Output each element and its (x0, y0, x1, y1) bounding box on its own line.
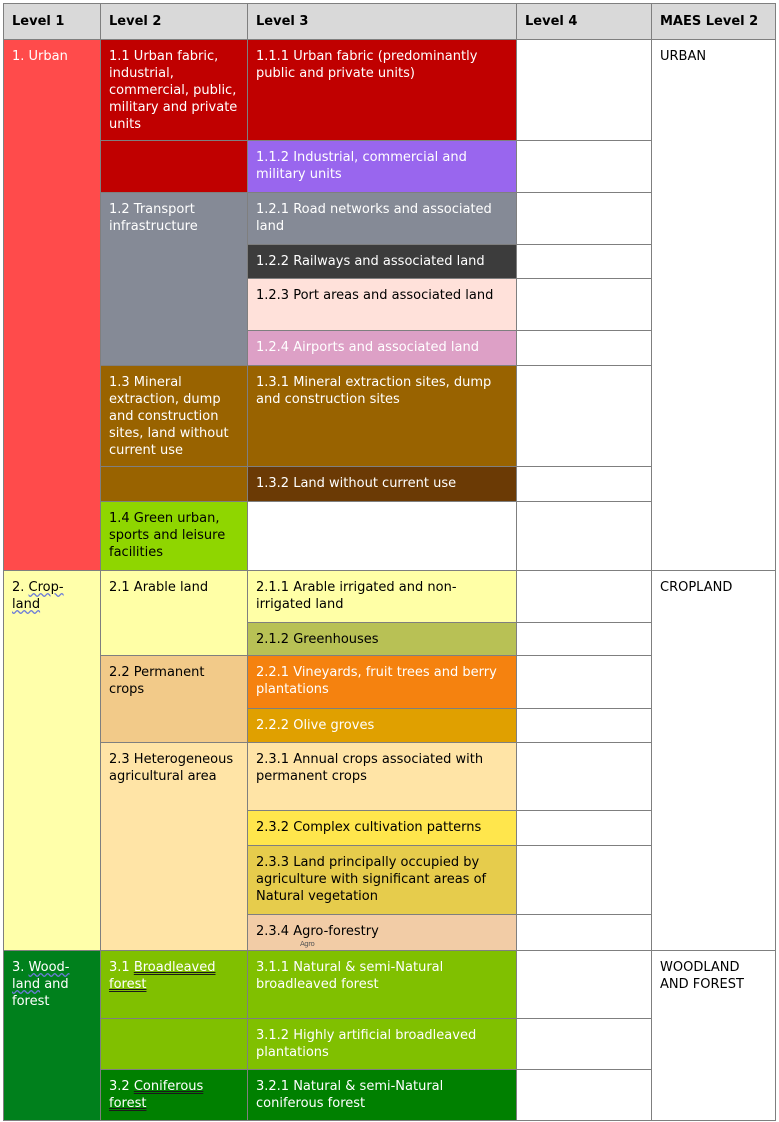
level4-cell (517, 656, 652, 709)
level4-cell (517, 846, 652, 915)
level2-transport-cont (101, 245, 248, 366)
header-level-2: Level 2 (101, 3, 248, 40)
level4-cell (517, 915, 652, 951)
maes-urban: URBAN (652, 40, 776, 571)
header-maes-level-2: MAES Level 2 (652, 3, 776, 40)
level1-woodland-cont (3, 1019, 101, 1070)
level4-cell (517, 193, 652, 245)
level3-land-without-use: 1.3.2 Land without current use (248, 467, 517, 502)
level3-port-areas: 1.2.3 Port areas and associated land (248, 279, 517, 331)
header-level-4: Level 4 (517, 3, 652, 40)
level2-broadleaved-cont (101, 1019, 248, 1070)
level1-urban-cont (3, 245, 101, 279)
level2-urban-fabric: 1.1 Urban fabric, industrial, commercial, public, military and private units (101, 40, 248, 141)
level3-railways: 1.2.2 Railways and associated land (248, 245, 517, 279)
level4-cell (517, 279, 652, 331)
level2-mineral-cont (101, 467, 248, 502)
level4-cell (517, 951, 652, 1019)
level3-agro-forestry: 2.3.4 Agro-forestry Agro (248, 915, 517, 951)
maes-cropland: CROPLAND (652, 571, 776, 951)
level2-heterogeneous: 2.3 Heterogeneous agricultural area (101, 743, 248, 951)
maes-woodland: WOODLAND AND FOREST (652, 951, 776, 1121)
level4-cell (517, 141, 652, 193)
header-level-3: Level 3 (248, 3, 517, 40)
level3-arable-irrigated: 2.1.1 Arable irrigated and non-irrigated land (248, 571, 517, 623)
level4-cell (517, 1070, 652, 1121)
level3-natural-vegetation: 2.3.3 Land principally occupied by agriculture with significant areas of Natural vegetation (248, 846, 517, 915)
level3-complex-cultivation: 2.3.2 Complex cultivation patterns (248, 811, 517, 846)
header-level-1: Level 1 (3, 3, 101, 40)
level3-natural-coniferous: 3.2.1 Natural & semi-Natural coniferous forest (248, 1070, 517, 1121)
level1-woodland: 3. Wood- land and forest (3, 951, 101, 1019)
level1-urban-cont (3, 279, 101, 331)
level3-olive-groves: 2.2.2 Olive groves (248, 709, 517, 743)
level1-urban-cont (3, 193, 101, 245)
level3-road-networks: 1.2.1 Road networks and associated land (248, 193, 517, 245)
level3-artificial-broadleaved: 3.1.2 Highly artificial broadleaved plantations (248, 1019, 517, 1070)
level3-industrial: 1.1.2 Industrial, commercial and military units (248, 141, 517, 193)
level1-urban-cont (3, 141, 101, 193)
level4-cell (517, 1019, 652, 1070)
level3-annual-crops: 2.3.1 Annual crops associated with permanent crops (248, 743, 517, 811)
level3-vineyards: 2.2.1 Vineyards, fruit trees and berry plantations (248, 656, 517, 709)
level1-urban-cont (3, 467, 101, 502)
level3-natural-broadleaved: 3.1.1 Natural & semi-Natural broadleaved forest (248, 951, 517, 1019)
level4-cell (517, 467, 652, 502)
land-cover-table (3, 3, 776, 1121)
level3-mineral-extraction: 1.3.1 Mineral extraction sites, dump and construction sites (248, 366, 517, 467)
level1-urban-cont (3, 366, 101, 467)
level4-cell (517, 743, 652, 811)
agro-correction-mark: Agro (300, 940, 315, 948)
level4-cell (517, 623, 652, 656)
level3-greenhouses: 2.1.2 Greenhouses (248, 623, 517, 656)
level4-cell (517, 40, 652, 141)
level4-cell (517, 331, 652, 366)
level2-green-urban: 1.4 Green urban, sports and leisure facilities (101, 502, 248, 571)
level2-broadleaved-forest: 3.1 Broadleaved forest (101, 951, 248, 1019)
level1-urban: 1. Urban (3, 40, 101, 141)
level4-cell (517, 811, 652, 846)
level2-arable-land: 2.1 Arable land (101, 571, 248, 656)
level2-transport: 1.2 Transport infrastructure (101, 193, 248, 245)
level4-cell (517, 709, 652, 743)
level3-empty (248, 502, 517, 571)
level2-permanent-crops: 2.2 Permanent crops (101, 656, 248, 743)
level4-cell (517, 502, 652, 571)
level1-woodland-cont (3, 1070, 101, 1121)
level1-urban-cont (3, 502, 101, 571)
level1-urban-cont (3, 331, 101, 366)
level4-cell (517, 366, 652, 467)
level2-urban-fabric-cont (101, 141, 248, 193)
level2-mineral: 1.3 Mineral extraction, dump and construction sites, land without current use (101, 366, 248, 467)
level3-urban-fabric: 1.1.1 Urban fabric (predominantly public and private units) (248, 40, 517, 141)
level3-airports: 1.2.4 Airports and associated land (248, 331, 517, 366)
level1-cropland: 2. Crop- land (3, 571, 101, 951)
level2-coniferous-forest: 3.2 Coniferous forest (101, 1070, 248, 1121)
level4-cell (517, 571, 652, 623)
level4-cell (517, 245, 652, 279)
